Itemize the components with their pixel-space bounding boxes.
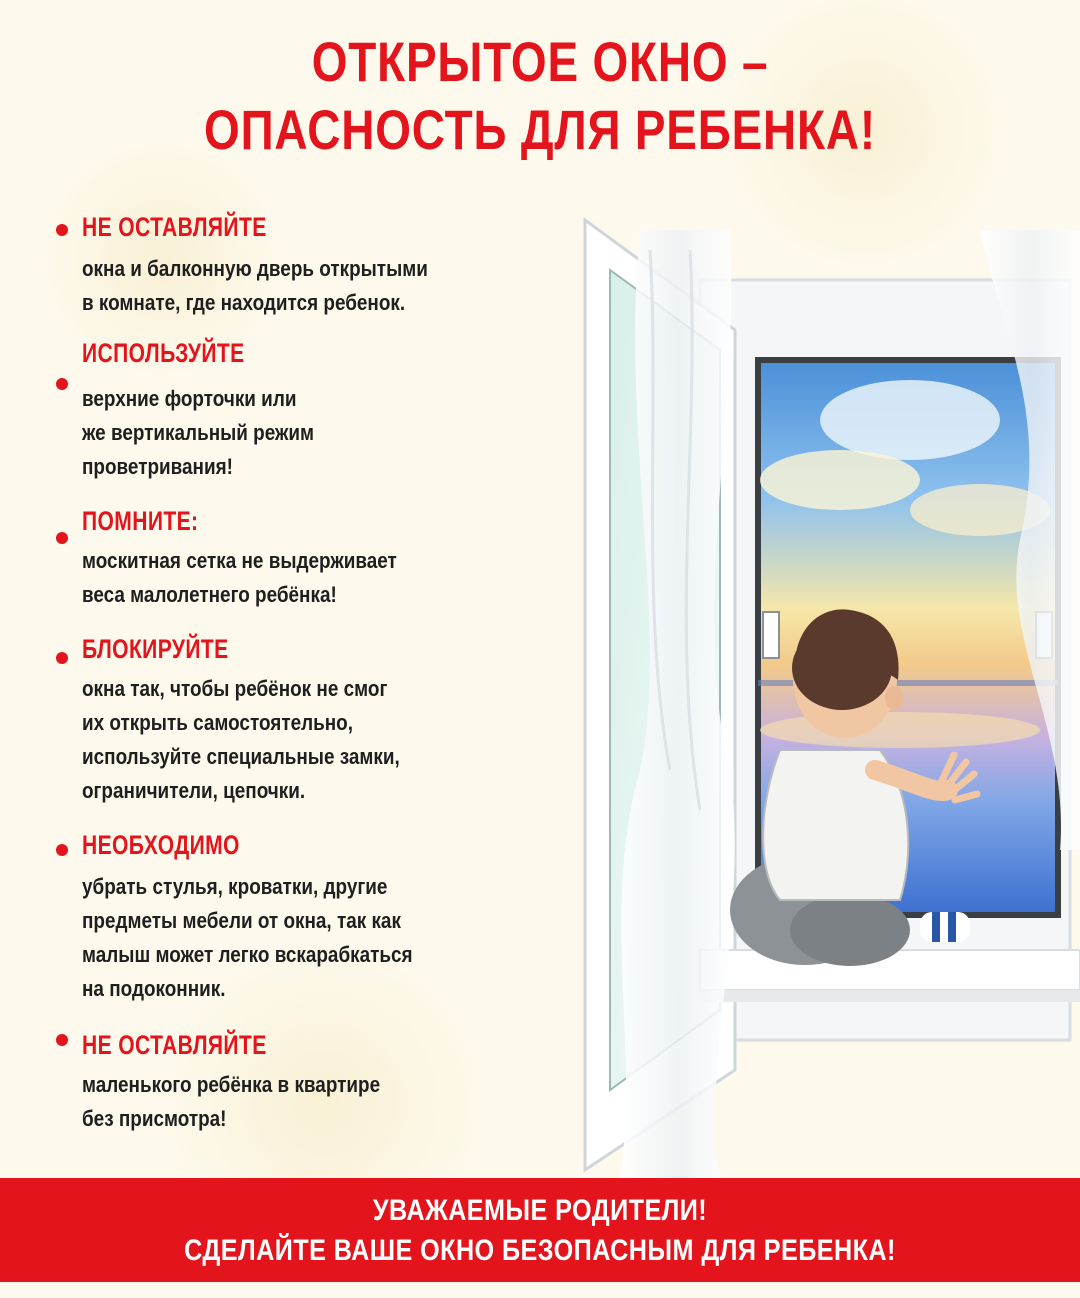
tip-text-line: веса малолетнего ребёнка! <box>82 582 337 607</box>
tip-heading: НЕ ОСТАВЛЯЙТЕ <box>82 1030 267 1060</box>
bottom-banner <box>0 1178 1080 1282</box>
bullet-icon <box>56 844 68 856</box>
tip-text-line: проветривания! <box>82 454 233 479</box>
title-line-2: ОПАСНОСТЬ ДЛЯ РЕБЕНКА! <box>204 98 876 161</box>
bullet-icon <box>56 378 68 390</box>
tip-text-line: верхние форточки или <box>82 386 297 411</box>
tip-text-line: москитная сетка не выдерживает <box>82 548 397 573</box>
bullet-icon <box>56 532 68 544</box>
tip-text-line: без присмотра! <box>82 1106 227 1131</box>
tip-heading: НЕ ОСТАВЛЯЙТЕ <box>82 212 267 242</box>
tip-heading: НЕОБХОДИМО <box>82 830 240 860</box>
tip-text-line: убрать стулья, кроватки, другие <box>82 874 388 899</box>
tip-text-line: маленького ребёнка в квартире <box>82 1072 381 1097</box>
tip-text-line: малыш может легко вскарабкаться <box>82 942 413 967</box>
tip-text-line: на подоконник. <box>82 976 226 1001</box>
bullet-icon <box>56 652 68 664</box>
bullet-icon <box>56 224 68 236</box>
bullet-icon <box>56 1034 68 1046</box>
tip-heading: ПОМНИТЕ: <box>82 506 199 536</box>
title-line-1: ОТКРЫТОЕ ОКНО – <box>311 30 769 93</box>
tip-text-line: окна и балконную дверь открытыми <box>82 256 428 281</box>
tip-text-line: используйте специальные замки, <box>82 744 400 769</box>
poster-title <box>97 28 983 164</box>
window-scene-svg <box>580 210 1080 1178</box>
tip-heading: БЛОКИРУЙТЕ <box>82 634 229 664</box>
tip-text-line: окна так, чтобы ребёнок не смог <box>82 676 388 701</box>
tip-heading: ИСПОЛЬЗУЙТЕ <box>82 338 245 368</box>
banner-line-2: СДЕЛАЙТЕ ВАШЕ ОКНО БЕЗОПАСНЫМ ДЛЯ РЕБЕНКА! <box>184 1234 896 1267</box>
tip-text-line: их открыть самостоятельно, <box>82 710 354 735</box>
tip-text-line: предметы мебели от окна, так как <box>82 908 401 933</box>
tip-text-line: в комнате, где находится ребенок. <box>82 290 406 315</box>
child-at-window-illustration <box>580 210 1080 1170</box>
banner-line-1: УВАЖАЕМЫЕ РОДИТЕЛИ! <box>372 1194 708 1227</box>
tip-text-line: ограничители, цепочки. <box>82 778 306 803</box>
tip-text-line: же вертикальный режим <box>82 420 315 445</box>
